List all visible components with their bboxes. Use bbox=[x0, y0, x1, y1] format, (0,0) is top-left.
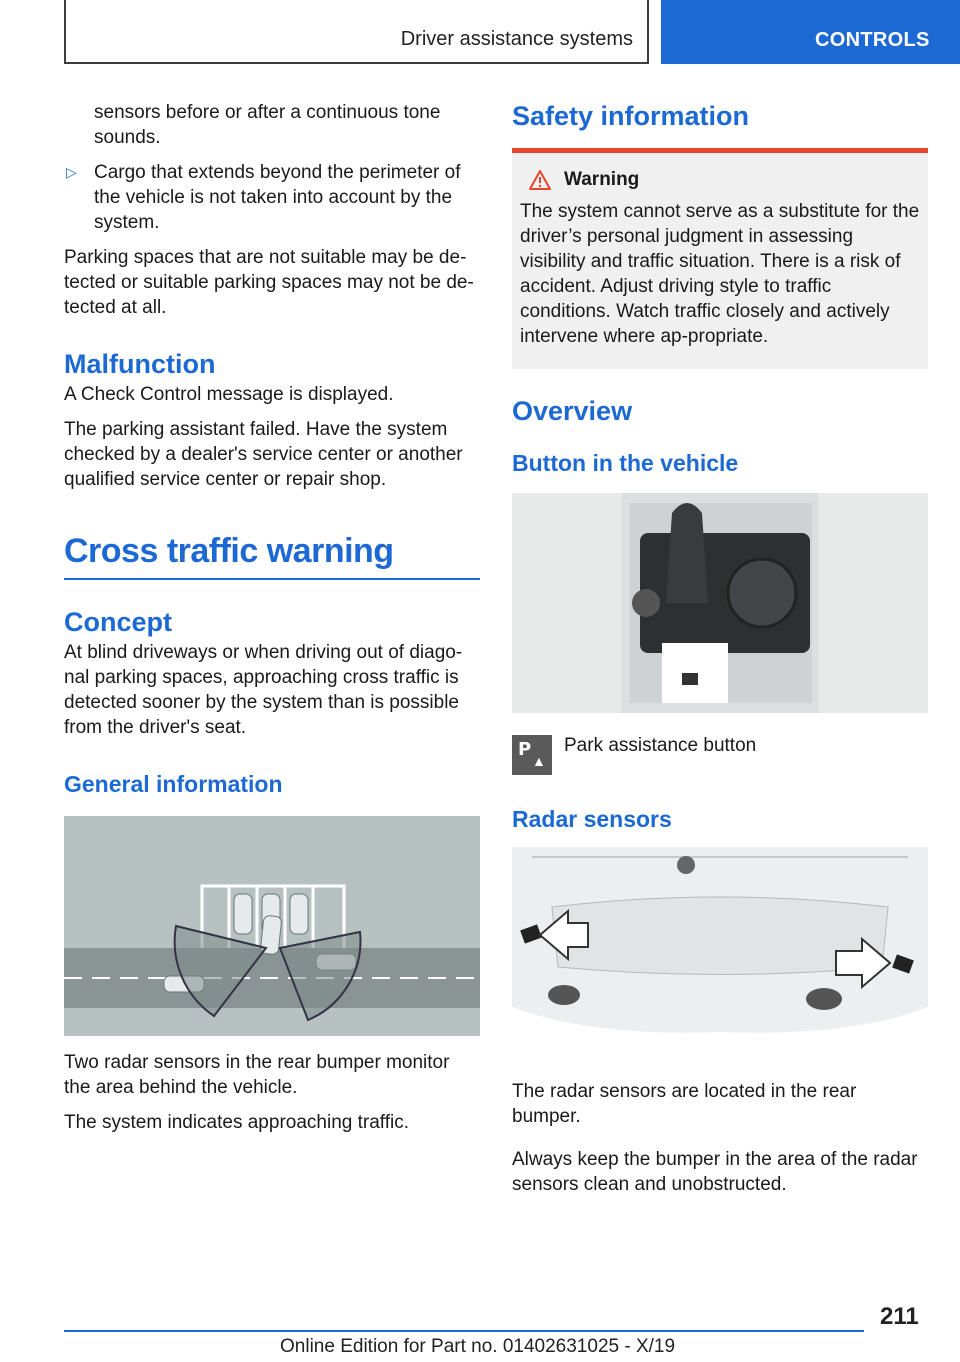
cross-traffic-illustration bbox=[64, 816, 480, 1036]
radar-text-1: The radar sensors are located in the rear bumper. bbox=[512, 1081, 857, 1127]
left-column bbox=[64, 100, 480, 1145]
rear-bumper-photo bbox=[512, 847, 928, 1057]
park-assist-label: Park assistance button bbox=[564, 735, 757, 756]
warning-box bbox=[512, 148, 928, 369]
malfunction-heading: Malfunction bbox=[64, 349, 216, 379]
concept-heading: Concept bbox=[64, 607, 172, 637]
header-section-box bbox=[64, 0, 649, 64]
general-info-heading: General information bbox=[64, 771, 283, 797]
center-console-photo bbox=[512, 493, 928, 713]
parking-note: Parking spaces that are not suitable may be de-tected or suitable parking spaces may not be de-tected at all. bbox=[64, 247, 474, 318]
header-section-title: Driver assistance systems bbox=[400, 28, 633, 50]
radar-text-2: Always keep the bumper in the area of the radar sensors clean and unobstructed. bbox=[512, 1149, 918, 1195]
header-chapter-tab bbox=[661, 0, 960, 64]
general-info-text-2: The system indicates approaching traffic. bbox=[64, 1112, 409, 1133]
page-number: 211 bbox=[880, 1303, 919, 1330]
list-item bbox=[64, 160, 480, 235]
general-info-text-1: Two radar sensors in the rear bumper monitor the area behind the vehicle. bbox=[64, 1052, 450, 1098]
warning-title: Warning bbox=[564, 169, 640, 190]
triangle-bullet-icon: ▷ bbox=[66, 164, 77, 180]
bullet-text: Cargo that extends beyond the perimeter of the vehicle is not taken into account by the system. bbox=[94, 162, 461, 233]
malfunction-text-1: A Check Control message is displayed. bbox=[64, 384, 394, 405]
warning-triangle-icon bbox=[528, 169, 552, 191]
footer-edition: Online Edition for Part no. 01402631025 - X/19 bbox=[280, 1336, 676, 1357]
footer-rule bbox=[64, 1330, 864, 1332]
concept-text: At blind driveways or when driving out of diago-nal parking spaces, approaching cross traffic is detected sooner by the system than is possible from the driver's seat. bbox=[64, 642, 463, 738]
button-legend bbox=[512, 735, 928, 775]
overview-heading: Overview bbox=[512, 396, 633, 426]
heading-rule bbox=[64, 578, 480, 580]
warning-text: The system cannot serve as a substitute for the driver’s personal judgment in assessing visibility and traffic situation. There is a risk of accident. Adjust driving style to traffic conditions. Watch traffic closely and actively intervene where ap-propriate. bbox=[520, 201, 920, 347]
safety-heading: Safety information bbox=[512, 101, 750, 131]
cross-traffic-heading: Cross traffic warning bbox=[64, 532, 394, 570]
header-chapter-title: CONTROLS bbox=[815, 29, 930, 51]
intro-continuation: sensors before or after a continuous tone sounds. bbox=[94, 102, 441, 148]
button-section-heading: Button in the vehicle bbox=[512, 450, 739, 476]
park-assist-icon: P ▲ bbox=[512, 735, 552, 775]
right-column bbox=[512, 100, 928, 1207]
malfunction-text-2: The parking assistant failed. Have the system checked by a dealer's service center or another qualified service center or repair shop. bbox=[64, 419, 463, 490]
radar-sensors-heading: Radar sensors bbox=[512, 806, 672, 832]
